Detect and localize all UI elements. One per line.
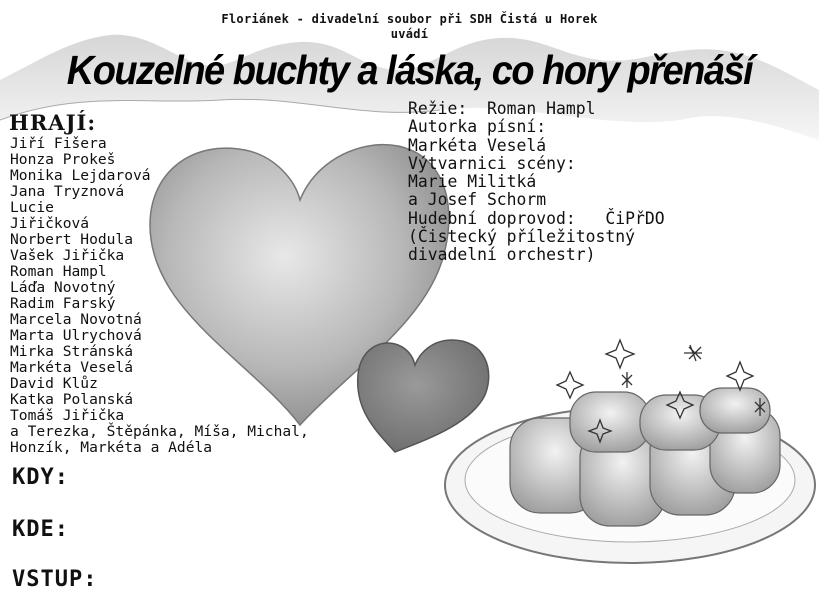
credit-line: Marie Militká [408, 172, 537, 192]
cast-member: Honzík, Markéta a Adéla [10, 439, 213, 456]
info-where: KDE: [12, 517, 69, 542]
header-line-presenter: Floriánek - divadelní soubor při SDH Čistá u Horek [221, 12, 598, 26]
cast-member: Honza Prokeš [10, 151, 116, 168]
cast-member: Monika Lejdarová [10, 167, 151, 184]
credit-line: divadelní orchestr) [408, 245, 596, 265]
credit-line: Výtvarnici scény: [408, 153, 576, 173]
cast-member: David Klůz [10, 375, 98, 392]
cast-heading: HRAJÍ: [9, 110, 97, 135]
credit-line: Režie: Roman Hampl [408, 99, 596, 118]
cast-member: Roman Hampl [10, 263, 107, 280]
cast-member: Marta Ulrychová [10, 327, 142, 344]
info-entry: VSTUP: [12, 567, 98, 592]
cast-member: a Terezka, Štěpánka, Míša, Michal, [10, 423, 309, 440]
credit-line: Autorka písní: [408, 117, 547, 137]
cast-member: Vašek Jiřička [10, 247, 125, 264]
header-line-presents: uvádí [390, 27, 429, 41]
credit-line: (Čistecký příležitostný [408, 227, 635, 247]
cast-member: Tomáš Jiřička [10, 407, 125, 424]
small-heart [358, 340, 489, 452]
credit-line: Hudební doprovod: ČiPřDO [408, 208, 665, 228]
info-when: KDY: [12, 465, 69, 490]
cast-list [10, 136, 309, 456]
cast-member: Markéta Veselá [10, 359, 134, 376]
cast-member: Jana Tryznová [10, 183, 125, 200]
cast-member: Jiří Fišera [10, 135, 107, 152]
cast-member: Lucie [10, 199, 54, 216]
credit-line: Markéta Veselá [408, 135, 547, 155]
page-title: Kouzelné buchty a láska, co hory přenáší [66, 48, 753, 94]
cast-member: Norbert Hodula [10, 231, 134, 248]
cast-member: Katka Polanská [10, 391, 134, 408]
cast-member: Láďa Novotný [10, 279, 116, 296]
cast-member: Mirka Stránská [10, 343, 134, 360]
cast-member: Radim Farský [10, 295, 116, 312]
credit-line: a Josef Schorm [408, 190, 547, 210]
cast-member: Jiřičková [10, 215, 90, 232]
cast-member: Marcela Novotná [10, 311, 142, 328]
credits-list [408, 100, 665, 265]
